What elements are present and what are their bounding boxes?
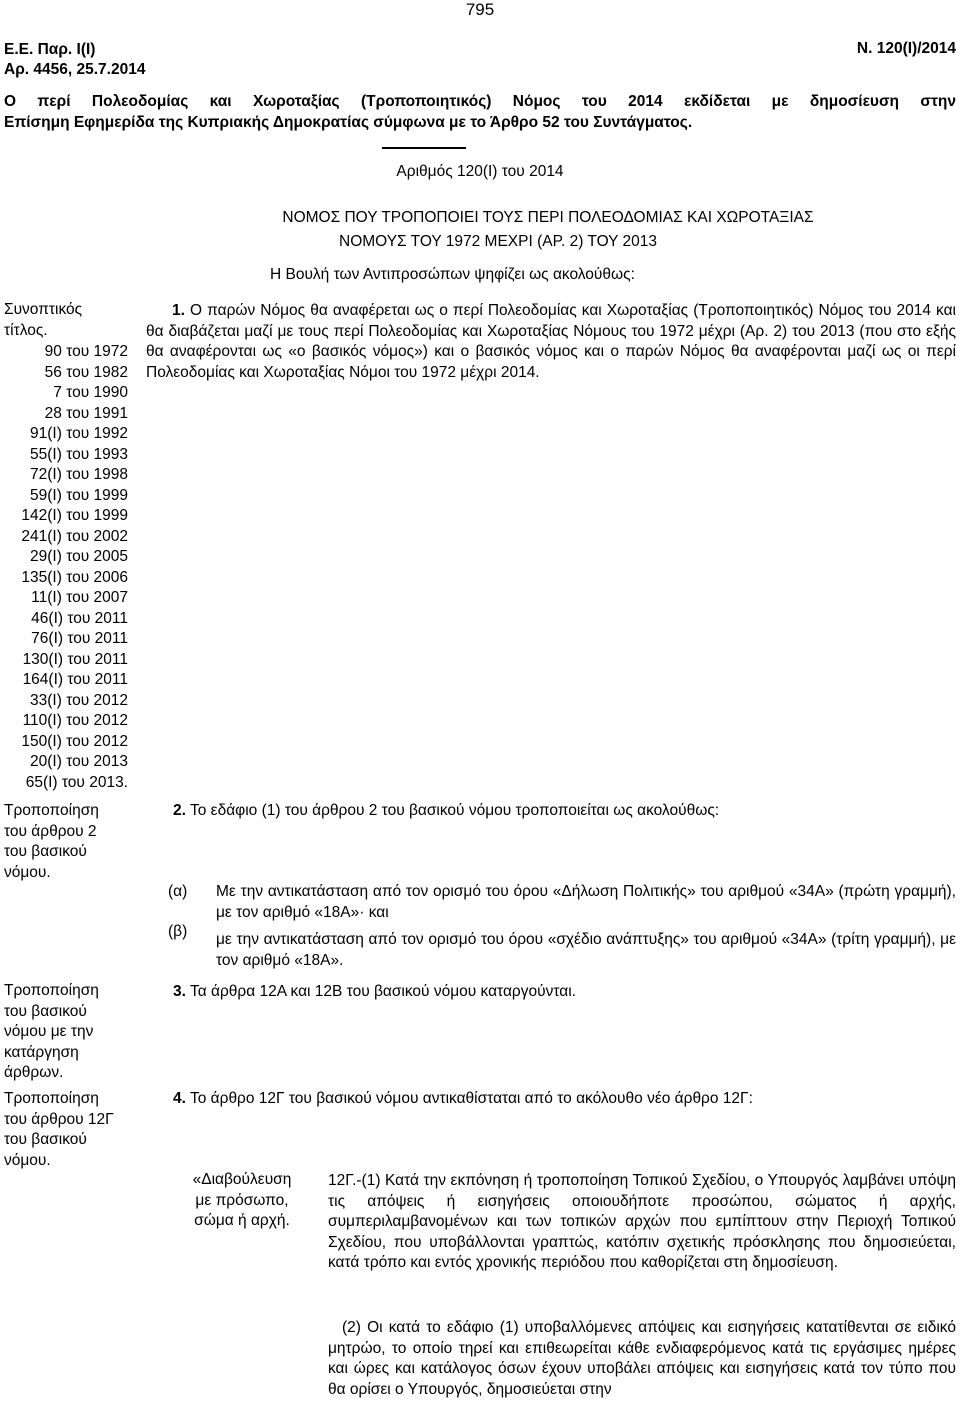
article-12g-para-2: (2) Οι κατά το εδάφιο (1) υποβαλλόμενες απόψεις και εισηγήσεις κατατίθενται σε ειδικό μητρώο, το οποίο τηρεί και επιθεωρείται κάθε ενδιαφερόμενος κατά τις εργάσιμες ημέρες και ώρες και κατάλογος όσων έχουν υποβάλει απόψεις και εισηγήσεις κατά τον τύπο που θα ορίσει ο Υπουργός, δημοσιεύεται στην bbox=[328, 1319, 956, 1398]
amending-law: 164(Ι) του 2011 bbox=[22, 671, 128, 688]
margin-note-12g bbox=[178, 1170, 306, 1232]
item-b-label: (β) bbox=[168, 923, 188, 940]
item-a-label: (α) bbox=[168, 883, 188, 900]
amending-laws-list bbox=[4, 342, 128, 793]
margin-note-section-4 bbox=[4, 1089, 140, 1171]
amending-law: 33(Ι) του 2012 bbox=[30, 691, 128, 709]
law-title-line-2: ΝΟΜΟΥΣ ΤΟΥ 1972 ΜΕΧΡΙ (ΑΡ. 2) ΤΟΥ 2013 bbox=[339, 233, 657, 250]
amending-law: 91(Ι) του 1992 bbox=[30, 425, 128, 442]
enacting-formula: Η Βουλή των Αντιπροσώπων ψηφίζει ως ακολούθως: bbox=[270, 266, 635, 283]
section-4-number: 4. bbox=[173, 1090, 186, 1107]
margin-line: τίτλος. bbox=[4, 321, 48, 339]
margin-line: άρθρων. bbox=[4, 1064, 64, 1081]
margin-note-section-2 bbox=[4, 801, 140, 883]
amending-law: 72(Ι) του 1998 bbox=[30, 466, 128, 483]
gazette-ref: Ε.Ε. Παρ. Ι(Ι) bbox=[4, 41, 96, 58]
amending-law: 135(Ι) του 2006 bbox=[21, 568, 128, 586]
amending-law: 110(Ι) του 2012 bbox=[22, 712, 128, 729]
margin-line: νόμου. bbox=[4, 1151, 51, 1169]
intro-line-1: Ο περί Πολεοδομίας και Χωροταξίας (Τροποποιητικός) Νόμος του 2014 εκδίδεται με δημοσίευση στην bbox=[4, 93, 956, 110]
section-2-item-a bbox=[168, 882, 956, 923]
section-3 bbox=[173, 983, 956, 1001]
margin-line: νόμου. bbox=[4, 863, 51, 881]
margin-line: κατάργηση bbox=[4, 1043, 79, 1061]
amending-law: 11(Ι) του 2007 bbox=[31, 589, 128, 606]
amending-law: 20(Ι) του 2013 bbox=[30, 753, 128, 770]
law-number-title: Αριθμός 120(Ι) του 2014 bbox=[396, 163, 564, 180]
margin-line: του βασικού bbox=[4, 843, 87, 860]
margin-line: Τροποποίηση bbox=[4, 802, 99, 819]
margin-note-section-3 bbox=[4, 981, 140, 1084]
amending-law: 130(Ι) του 2011 bbox=[22, 650, 128, 668]
page-number: 795 bbox=[465, 0, 495, 19]
margin-line: Τροποποίηση bbox=[4, 982, 99, 999]
separator-rule bbox=[382, 147, 466, 149]
margin-line: Τροποποίηση bbox=[4, 1090, 99, 1107]
amending-law: 7 του 1990 bbox=[53, 384, 128, 401]
section-2 bbox=[173, 802, 956, 820]
intro-line-2: Επίσημη Εφημερίδα της Κυπριακής Δημοκρατίας σύμφωνα με το Άρθρο 52 του Συντάγματος. bbox=[4, 114, 693, 131]
section-2-text: Το εδάφιο (1) του άρθρου 2 του βασικού νόμου τροποποιείται ως ακολούθως: bbox=[189, 802, 720, 819]
intro-paragraph bbox=[4, 91, 956, 133]
section-1-number: 1. bbox=[172, 302, 185, 319]
amending-law: 90 του 1972 bbox=[44, 343, 128, 360]
section-4 bbox=[173, 1090, 956, 1108]
amending-law: 142(Ι) του 1999 bbox=[21, 507, 128, 524]
margin-line: του βασικού bbox=[4, 1002, 87, 1020]
gazette-issue: Αρ. 4456, 25.7.2014 bbox=[4, 61, 146, 78]
margin-line: του άρθρου 12Γ bbox=[4, 1110, 114, 1128]
law-number: Ν. 120(Ι)/2014 bbox=[856, 40, 956, 57]
margin-line: σώμα ή αρχή. bbox=[194, 1212, 290, 1229]
item-b-text: με την αντικατάσταση από τον ορισμό του όρου «σχέδιο ανάπτυξης» του αριθμού «34Α» (τρίτη γραμμή), με τον αριθμό «18Α». bbox=[216, 931, 956, 969]
amending-law: 55(Ι) του 1993 bbox=[30, 445, 128, 463]
amending-law: 76(Ι) του 2011 bbox=[31, 630, 128, 647]
amending-law: 241(Ι) του 2002 bbox=[21, 527, 128, 545]
article-12g-para-1: 12Γ.-(1) Κατά την εκπόνηση ή τροποποίηση Τοπικού Σχεδίου, ο Υπουργός λαμβάνει υπόψη τις απόψεις ή εισηγήσεις οποιουδήποτε προσώπου, σώματος ή αρχής, συμπεριλαμβανομένων και των τοπικών αρχών που εμπίπτουν στην Περιοχή Τοπικού Σχεδίου, που υποβάλλονται γραπτώς, κατόπιν σχετικής πρόσκλησης που δημοσιεύεται, κατά τρόπο και εντός χρονικής περιόδου που καθορίζεται στη δημοσίευση. bbox=[328, 1172, 956, 1271]
amending-law: 29(Ι) του 2005 bbox=[30, 548, 128, 565]
section-1 bbox=[146, 301, 956, 383]
amending-law: 65(Ι) του 2013. bbox=[25, 773, 128, 791]
amending-law: 56 του 1982 bbox=[44, 363, 128, 381]
law-title-line-1: ΝΟΜΟΣ ΠΟΥ ΤΡΟΠΟΠΟΙΕΙ ΤΟΥΣ ΠΕΡΙ ΠΟΛΕΟΔΟΜΙΑΣ ΚΑΙ ΧΩΡΟΤΑΞΙΑΣ bbox=[282, 209, 814, 226]
margin-line: «Διαβούλευση bbox=[192, 1171, 292, 1188]
section-4-text: Το άρθρο 12Γ του βασικού νόμου αντικαθίσταται από το ακόλουθο νέο άρθρο 12Γ: bbox=[189, 1090, 753, 1107]
section-3-number: 3. bbox=[173, 983, 186, 1000]
margin-line: Συνοπτικός bbox=[4, 301, 83, 318]
margin-line: με πρόσωπο, bbox=[195, 1191, 289, 1209]
margin-short-title bbox=[4, 300, 140, 341]
section-2-number: 2. bbox=[173, 802, 186, 819]
section-2-item-b bbox=[168, 923, 956, 971]
amending-law: 28 του 1991 bbox=[44, 404, 128, 422]
amending-law: 46(Ι) του 2011 bbox=[31, 609, 128, 627]
section-1-text: Ο παρών Νόμος θα αναφέρεται ως ο περί Πολεοδομίας και Χωροταξίας (Τροποποιητικός) Νόμος του 2014 και θα διαβάζεται μαζί με τους περί Πολεοδομίας και Χωροταξίας Νόμους του 1972 μέχρι (Αρ. 2) του 2013 (που στο εξής θα αναφέρονται ως «ο βασικός νόμος») και ο βασικός νόμος και ο παρών Νόμος θα αναφέρονται μαζί ως οι περί Πολεοδομίας και Χωροταξίας Νόμοι του 1972 μέχρι 2014. bbox=[146, 302, 956, 381]
item-a-text: Με την αντικατάσταση από τον ορισμό του όρου «Δήλωση Πολιτικής» του αριθμού «34Α» (πρώτη γραμμή), με τον αριθμό «18Α»· και bbox=[216, 883, 956, 921]
amending-law: 59(Ι) του 1999 bbox=[30, 486, 128, 504]
margin-line: του βασικού bbox=[4, 1131, 87, 1148]
section-3-text: Τα άρθρα 12Α και 12Β του βασικού νόμου καταργούνται. bbox=[189, 983, 576, 1000]
margin-line: νόμου με την bbox=[4, 1023, 94, 1040]
amending-law: 150(Ι) του 2012 bbox=[21, 732, 128, 750]
margin-line: του άρθρου 2 bbox=[4, 822, 97, 840]
gazette-header bbox=[4, 40, 145, 80]
